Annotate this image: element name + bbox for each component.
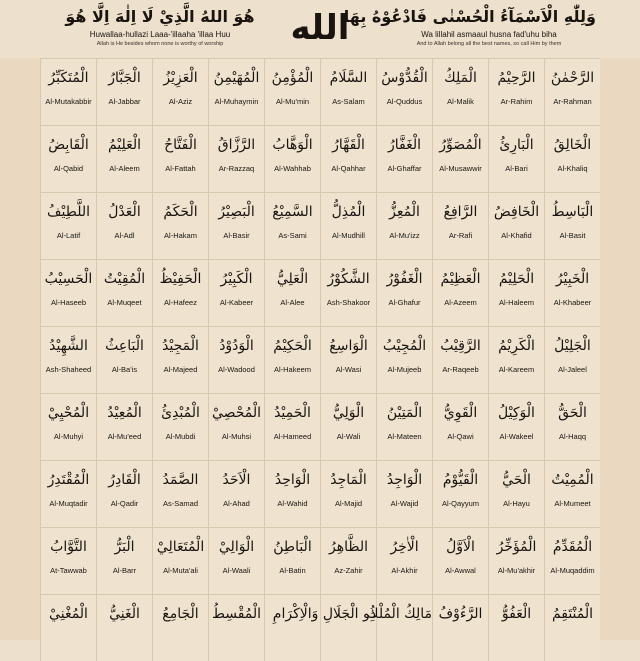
name-arabic: الْعَظِيْمُ	[440, 271, 481, 287]
name-transliteration: Al-Wajid	[390, 499, 419, 508]
left-margin	[0, 58, 40, 640]
header-left-arabic: هُوَ اللهُ الَّذِيْ لَا اِلٰهَ اِلَّا هُوَ	[65, 7, 255, 26]
header-left-transliteration: Huwallaa-hullazi Laaa-'illaaha 'illaa Huu	[89, 30, 231, 39]
name-cell	[376, 192, 432, 259]
name-cell	[376, 393, 432, 460]
name-cell	[264, 460, 320, 527]
name-cell	[96, 393, 152, 460]
name-cell	[208, 460, 264, 527]
name-transliteration: Al-Majeed	[163, 365, 198, 374]
name-cell	[208, 393, 264, 460]
name-transliteration: Al-Mu'eed	[107, 432, 142, 441]
name-transliteration: Al-Aleem	[109, 164, 140, 173]
name-cell	[488, 326, 544, 393]
name-arabic: الْعَلِيُّ	[276, 271, 309, 287]
name-arabic: الْحَفِيْظُ	[159, 271, 202, 287]
name-cell	[40, 527, 96, 594]
name-transliteration: Al-Kareem	[498, 365, 535, 374]
header-right-meaning: And to Allah belong all the best names, so call Him by them	[416, 41, 562, 47]
name-arabic: الْمُؤَخِّرُ	[496, 539, 537, 555]
name-arabic: الْحَيُّ	[502, 472, 531, 488]
name-arabic: الْمُغْنِيْ	[49, 606, 88, 622]
name-transliteration: Ar-Raqeeb	[442, 365, 479, 374]
name-arabic: الْقَوِيُّ	[443, 405, 478, 421]
name-cell	[320, 58, 376, 125]
name-transliteration: As-Salam	[332, 97, 365, 106]
name-transliteration: Al-Ahad	[223, 499, 250, 508]
name-arabic: الْكَرِيْمُ	[498, 338, 535, 354]
name-arabic: اللَّطِيْفُ	[47, 204, 90, 220]
name-transliteration: Al-Wahhab	[274, 164, 311, 173]
name-transliteration: Al-Quddus	[386, 97, 423, 106]
name-arabic: الْمَجِيْدُ	[162, 338, 199, 354]
name-transliteration: Al-Akhir	[391, 566, 418, 575]
name-arabic: الْوَالِيْ	[218, 539, 255, 555]
name-cell	[488, 527, 544, 594]
name-cell	[208, 125, 264, 192]
name-transliteration: Al-Wali	[336, 432, 361, 441]
name-arabic: الْمُصَوِّرُ	[439, 137, 482, 153]
name-cell	[488, 393, 544, 460]
name-cell	[152, 393, 208, 460]
name-arabic: الْجَلِيْلُ	[554, 338, 591, 354]
name-cell	[152, 58, 208, 125]
name-cell	[544, 58, 600, 125]
name-arabic: الْوَهَّابُ	[272, 137, 313, 153]
header-left-verse	[44, 4, 276, 48]
name-arabic: الْحَكَمُ	[163, 204, 198, 220]
name-cell	[432, 125, 488, 192]
name-cell	[320, 460, 376, 527]
name-cell	[544, 527, 600, 594]
name-transliteration: Al-Khafid	[501, 231, 532, 240]
name-transliteration: At-Tawwab	[50, 566, 87, 575]
header-right-arabic: وَلِلّٰهِ الْاَسْمَآءُ الْحُسْنٰى فَادْعُوْهُ بِهَا	[343, 7, 596, 26]
name-cell	[96, 192, 152, 259]
name-arabic: الْخَافِضُ	[493, 204, 540, 220]
name-cell	[488, 460, 544, 527]
name-transliteration: Al-Alee	[280, 298, 305, 307]
name-cell	[208, 594, 264, 661]
name-transliteration: Al-Hafeez	[164, 298, 197, 307]
name-arabic: الْوَاسِعُ	[329, 338, 368, 354]
name-cell	[432, 326, 488, 393]
name-transliteration: Al-Latif	[56, 231, 81, 240]
name-arabic: الْبَاسِطُ	[551, 204, 594, 220]
name-arabic: الْمَتِيْنُ	[386, 405, 423, 421]
name-transliteration: Al-Mudhill	[332, 231, 365, 240]
name-cell	[488, 259, 544, 326]
name-transliteration: Al-Basir	[223, 231, 250, 240]
name-cell	[320, 393, 376, 460]
name-arabic: الْمُقْسِطُ	[211, 606, 262, 622]
name-cell	[320, 527, 376, 594]
name-cell	[152, 460, 208, 527]
name-arabic: الْحَلِيْمُ	[498, 271, 535, 287]
name-cell	[376, 460, 432, 527]
name-cell	[40, 192, 96, 259]
name-arabic: الظَّاهِرُ	[328, 539, 368, 555]
name-arabic: التَّوَّابُ	[50, 539, 87, 555]
name-cell	[544, 326, 600, 393]
name-transliteration: Al-Muqeet	[107, 298, 142, 307]
name-cell	[208, 326, 264, 393]
name-transliteration: Al-Adl	[114, 231, 135, 240]
name-cell	[40, 326, 96, 393]
name-arabic: الْبَصِيْرُ	[218, 204, 255, 220]
name-cell	[264, 192, 320, 259]
name-cell	[432, 58, 488, 125]
allah-calligraphy: الله	[290, 8, 350, 48]
name-arabic: الْمُهَيْمِنُ	[213, 70, 260, 86]
name-arabic: الْبَرُّ	[114, 539, 135, 555]
name-cell	[40, 393, 96, 460]
name-transliteration: Al-Qawi	[447, 432, 474, 441]
name-transliteration: Al-Azeem	[444, 298, 477, 307]
name-cell	[376, 125, 432, 192]
name-cell	[264, 125, 320, 192]
name-cell	[432, 259, 488, 326]
right-margin	[600, 58, 640, 640]
name-cell	[544, 125, 600, 192]
name-arabic: الْمُجِيْبُ	[382, 338, 427, 354]
name-cell	[544, 192, 600, 259]
name-arabic: الْغَفَّارُ	[387, 137, 422, 153]
name-cell	[40, 460, 96, 527]
name-arabic: الْمُقِيْتُ	[103, 271, 146, 287]
name-cell	[264, 58, 320, 125]
name-cell	[40, 259, 96, 326]
name-transliteration: Al-Bari	[505, 164, 528, 173]
name-cell	[152, 125, 208, 192]
name-cell	[544, 393, 600, 460]
name-arabic: الْمُعِيْدُ	[107, 405, 142, 421]
name-transliteration: Al-Aziz	[168, 97, 193, 106]
name-arabic: الْمُمِيْتُ	[551, 472, 594, 488]
name-arabic: الرَّقِيْبُ	[440, 338, 481, 354]
name-arabic: الْمُقَدِّمُ	[552, 539, 593, 555]
name-transliteration: Al-Barr	[112, 566, 137, 575]
name-transliteration: Al-Mateen	[387, 432, 422, 441]
name-transliteration: Al-Mujeeb	[387, 365, 422, 374]
poster-header	[0, 0, 640, 56]
name-transliteration: Al-Khabeer	[553, 298, 592, 307]
name-cell	[152, 259, 208, 326]
name-transliteration: Al-Fattah	[165, 164, 196, 173]
name-transliteration: Al-Majid	[334, 499, 363, 508]
name-cell	[208, 527, 264, 594]
name-transliteration: Al-Ghafur	[388, 298, 421, 307]
name-arabic: الْعَلِيْمُ	[107, 137, 142, 153]
name-arabic: الصَّمَدُ	[162, 472, 199, 488]
name-arabic: الشَّهِيْدُ	[49, 338, 88, 354]
name-cell	[488, 125, 544, 192]
name-cell	[320, 326, 376, 393]
name-cell	[40, 125, 96, 192]
name-arabic: ذُو الْجَلَالِ وَالْاِكْرَامِ	[272, 606, 376, 622]
name-arabic: الرَّزَّاقُ	[217, 137, 256, 153]
name-cell	[544, 460, 600, 527]
name-transliteration: Al-Ba'is	[111, 365, 138, 374]
name-transliteration: Al-Muhaymin	[214, 97, 259, 106]
name-arabic: الْمُؤْمِنُ	[271, 70, 314, 86]
name-transliteration: Az-Zahir	[334, 566, 363, 575]
name-arabic: الْحَقُّ	[558, 405, 587, 421]
name-arabic: السَّمِيْعُ	[272, 204, 313, 220]
name-arabic: الْاٰخِرُ	[390, 539, 419, 555]
name-transliteration: Al-Qayyum	[441, 499, 480, 508]
name-arabic: الْخَالِقُ	[553, 137, 592, 153]
name-cell	[96, 326, 152, 393]
name-transliteration: Ar-Rafi	[448, 231, 473, 240]
name-arabic: الْعَفُوُّ	[501, 606, 532, 622]
name-arabic: الْمُتَكَبِّرُ	[48, 70, 89, 86]
name-cell	[376, 58, 432, 125]
name-cell	[376, 326, 432, 393]
name-cell	[208, 58, 264, 125]
name-cell	[488, 58, 544, 125]
name-transliteration: Al-Muqaddim	[550, 566, 595, 575]
name-arabic: الْقَهَّارُ	[332, 137, 365, 153]
name-cell	[320, 259, 376, 326]
name-arabic: الْبَاعِثُ	[105, 338, 144, 354]
name-cell	[96, 460, 152, 527]
name-cell	[432, 594, 488, 661]
name-arabic: مَالِكُ الْمُلْكِ	[367, 606, 432, 622]
name-cell	[152, 594, 208, 661]
name-arabic: الْبَاطِنُ	[273, 539, 312, 555]
name-cell	[96, 125, 152, 192]
name-arabic: الْخَبِيْرُ	[555, 271, 590, 287]
header-left-meaning: Allah is He besides whom none is worthy of worship	[96, 41, 224, 47]
name-transliteration: Al-Mu'min	[275, 97, 310, 106]
name-cell	[264, 393, 320, 460]
name-transliteration: Al-Mubdi	[165, 432, 196, 441]
name-cell	[96, 259, 152, 326]
name-arabic: الْبَارِئُ	[499, 137, 534, 153]
name-arabic: الْغَفُوْرُ	[386, 271, 423, 287]
name-cell	[488, 594, 544, 661]
name-transliteration: Al-Hayu	[503, 499, 530, 508]
name-cell	[96, 527, 152, 594]
name-arabic: الْقَابِضُ	[48, 137, 89, 153]
name-transliteration: Ar-Rahman	[553, 97, 592, 106]
name-cell	[320, 125, 376, 192]
name-arabic: الْكَبِيْرُ	[220, 271, 253, 287]
name-cell	[376, 259, 432, 326]
name-cell	[208, 192, 264, 259]
name-transliteration: Al-Wasi	[335, 365, 362, 374]
name-arabic: الشَّكُوْرُ	[327, 271, 370, 287]
name-transliteration: Al-Khaliq	[557, 164, 588, 173]
header-right-verse	[343, 4, 596, 48]
name-transliteration: Al-Muhsi	[221, 432, 252, 441]
name-arabic: الْوَكِيْلُ	[498, 405, 535, 421]
name-cell	[432, 192, 488, 259]
name-cell	[152, 527, 208, 594]
name-transliteration: Al-Musawwir	[439, 164, 482, 173]
name-arabic: الْمُقْتَدِرُ	[47, 472, 90, 488]
name-transliteration: Al-Waali	[222, 566, 251, 575]
name-transliteration: Al-Muta'ali	[163, 566, 198, 575]
name-arabic: الْحَسِيْبُ	[44, 271, 93, 287]
name-cell	[96, 594, 152, 661]
name-transliteration: As-Sami	[278, 231, 307, 240]
name-arabic: الْمُحْصِيْ	[211, 405, 262, 421]
name-cell	[376, 527, 432, 594]
name-cell	[432, 393, 488, 460]
name-cell	[96, 58, 152, 125]
name-arabic: الْمُتَعَالِيْ	[156, 539, 205, 555]
name-cell	[544, 594, 600, 661]
name-transliteration: Al-Haleem	[498, 298, 534, 307]
name-arabic: الْقُدُّوْسُ	[381, 70, 428, 86]
name-transliteration: Al-Hakeem	[273, 365, 312, 374]
name-transliteration: Al-Qahhar	[331, 164, 366, 173]
name-arabic: الْقَيُّوْمُ	[442, 472, 479, 488]
name-transliteration: Al-Muhyi	[53, 432, 84, 441]
name-transliteration: Al-Hameed	[273, 432, 312, 441]
name-transliteration: Al-Mu'akhir	[497, 566, 536, 575]
name-transliteration: Al-Ghaffar	[387, 164, 422, 173]
name-cell	[488, 192, 544, 259]
name-arabic: الْغَنِيُّ	[109, 606, 140, 622]
name-transliteration: Al-Mumeet	[554, 499, 591, 508]
header-right-transliteration: Wa lillahil asmaaul husna fad'uhu biha	[421, 30, 557, 39]
name-arabic: الْحَمِيْدُ	[274, 405, 311, 421]
name-arabic: الْمُحْيِيْ	[47, 405, 90, 421]
name-cell	[432, 460, 488, 527]
name-arabic: الْمَاجِدُ	[330, 472, 367, 488]
name-transliteration: Al-Qabid	[53, 164, 84, 173]
name-transliteration: Al-Haqq	[558, 432, 587, 441]
name-cell	[152, 326, 208, 393]
name-cell	[40, 58, 96, 125]
name-arabic: الْوَدُوْدُ	[219, 338, 254, 354]
name-transliteration: Ash-Shaheed	[45, 365, 92, 374]
name-cell	[40, 594, 96, 661]
name-cell	[367, 594, 432, 661]
name-cell	[264, 326, 320, 393]
name-arabic: الْمُذِلُّ	[331, 204, 366, 220]
name-transliteration: Al-Jaleel	[558, 365, 587, 374]
name-arabic: الْاَحَدُ	[222, 472, 251, 488]
name-cell	[544, 259, 600, 326]
name-cell	[264, 527, 320, 594]
name-transliteration: Al-Wadood	[218, 365, 255, 374]
name-transliteration: Al-Mutakabbir	[45, 97, 92, 106]
name-transliteration: Al-Malik	[447, 97, 474, 106]
name-arabic: الرَّءُوْفُ	[438, 606, 483, 622]
name-transliteration: Al-Batin	[279, 566, 306, 575]
name-arabic: الرَّحِيْمُ	[497, 70, 536, 86]
name-transliteration: Al-Mu'izz	[389, 231, 420, 240]
name-cell	[208, 259, 264, 326]
names-grid	[40, 58, 600, 661]
name-arabic: الْجَامِعُ	[162, 606, 199, 622]
name-transliteration: Al-Qadir	[110, 499, 139, 508]
name-cell	[152, 192, 208, 259]
name-arabic: الْمَلِكُ	[444, 70, 477, 86]
name-arabic: الرَّحْمٰنُ	[550, 70, 595, 86]
name-arabic: الْوَاحِدُ	[274, 472, 311, 488]
name-arabic: الْحَكِيْمُ	[273, 338, 312, 354]
name-transliteration: Al-Basit	[559, 231, 586, 240]
name-arabic: الْعَدْلُ	[108, 204, 141, 220]
name-transliteration: Al-Haseeb	[50, 298, 87, 307]
name-arabic: الْمُعِزُّ	[389, 204, 420, 220]
name-transliteration: Al-Muqtadir	[49, 499, 88, 508]
name-cell	[320, 192, 376, 259]
name-arabic: الْعَزِيْزُ	[163, 70, 198, 86]
name-cell	[432, 527, 488, 594]
name-cell	[264, 259, 320, 326]
name-transliteration: Al-Wakeel	[499, 432, 534, 441]
name-transliteration: Al-Awwal	[445, 566, 476, 575]
name-transliteration: Ash-Shakoor	[326, 298, 371, 307]
name-arabic: الْجَبَّارُ	[108, 70, 141, 86]
name-arabic: الْمُنْتَقِمُ	[551, 606, 594, 622]
name-arabic: الْوَاجِدُ	[386, 472, 423, 488]
name-arabic: الرَّافِعُ	[443, 204, 478, 220]
name-arabic: الْفَتَّاحُ	[164, 137, 197, 153]
name-transliteration: As-Samad	[162, 499, 198, 508]
name-transliteration: Al-Wahid	[277, 499, 308, 508]
name-arabic: الْمُبْدِئُ	[161, 405, 200, 421]
name-arabic: الْاَوَّلُ	[446, 539, 475, 555]
name-arabic: الْوَلِيُّ	[332, 405, 365, 421]
name-transliteration: Ar-Rahim	[500, 97, 533, 106]
name-transliteration: Al-Jabbar	[108, 97, 141, 106]
name-arabic: الْقَادِرُ	[108, 472, 141, 488]
name-arabic: السَّلَامُ	[329, 70, 368, 86]
name-transliteration: Al-Kabeer	[219, 298, 254, 307]
name-transliteration: Al-Hakam	[164, 231, 197, 240]
name-transliteration: Ar-Razzaq	[218, 164, 255, 173]
